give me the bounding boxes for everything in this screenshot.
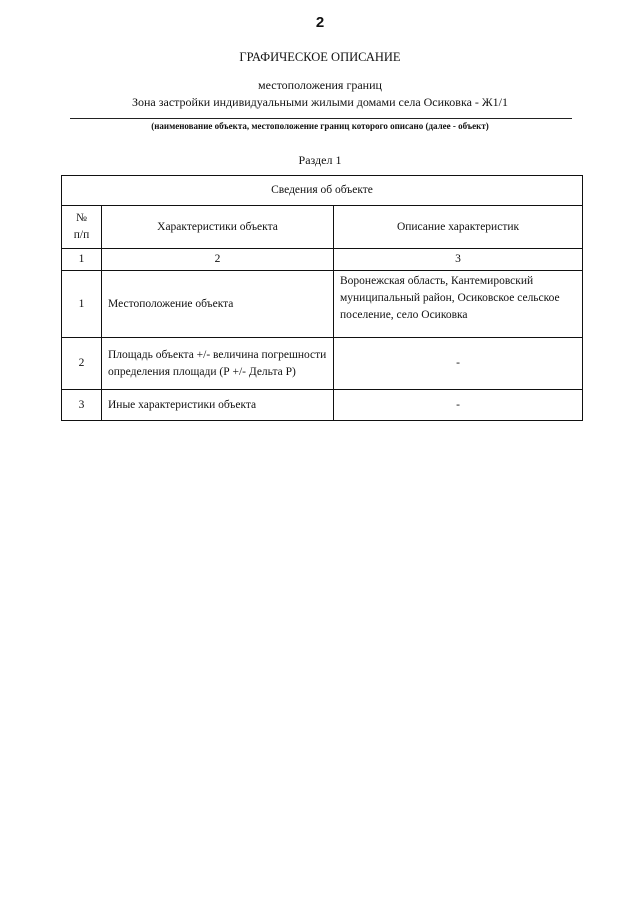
- row-description: Воронежская область, Кантемировский муниципальный район, Осиковское сельское поселение, село Осиковка: [334, 271, 583, 338]
- column-header-row: [62, 206, 583, 249]
- object-name: Зона застройки индивидуальными жилыми домами села Осиковка - Ж1/1: [132, 95, 508, 109]
- row-number: 3: [62, 390, 102, 421]
- column-header-number: [62, 206, 102, 249]
- column-number: 1: [62, 249, 102, 271]
- object-name-underline: [70, 118, 572, 119]
- table-row: [62, 271, 583, 338]
- row-number: 2: [62, 338, 102, 390]
- table-row: [62, 338, 583, 390]
- column-header-description: Описание характеристик: [334, 206, 583, 249]
- table-heading-row: [62, 176, 583, 206]
- column-header-characteristic: Характеристики объекта: [102, 206, 334, 249]
- column-number-row: [62, 249, 583, 271]
- row-characteristic: Местоположение объекта: [102, 271, 334, 338]
- row-description: -: [334, 338, 583, 390]
- row-description: -: [334, 390, 583, 421]
- section-title: Раздел 1: [298, 153, 342, 167]
- object-caption: (наименование объекта, местоположение границ которого описано (далее - объект): [151, 121, 489, 131]
- page-number: 2: [315, 14, 325, 31]
- column-number: 2: [102, 249, 334, 271]
- table-row: [62, 390, 583, 421]
- column-header-number-line1: №: [76, 212, 87, 224]
- object-info-table: [61, 175, 583, 421]
- row-characteristic: Иные характеристики объекта: [102, 390, 334, 421]
- column-header-number-line2: п/п: [73, 229, 90, 241]
- row-characteristic: Площадь объекта +/- величина погрешности определения площади (Р +/- Дельта Р): [102, 338, 334, 390]
- document-subtitle: местоположения границ: [258, 78, 382, 92]
- table-heading: Сведения об объекте: [62, 176, 583, 206]
- column-number: 3: [334, 249, 583, 271]
- row-number: 1: [62, 271, 102, 338]
- document-title: ГРАФИЧЕСКОЕ ОПИСАНИЕ: [239, 50, 401, 64]
